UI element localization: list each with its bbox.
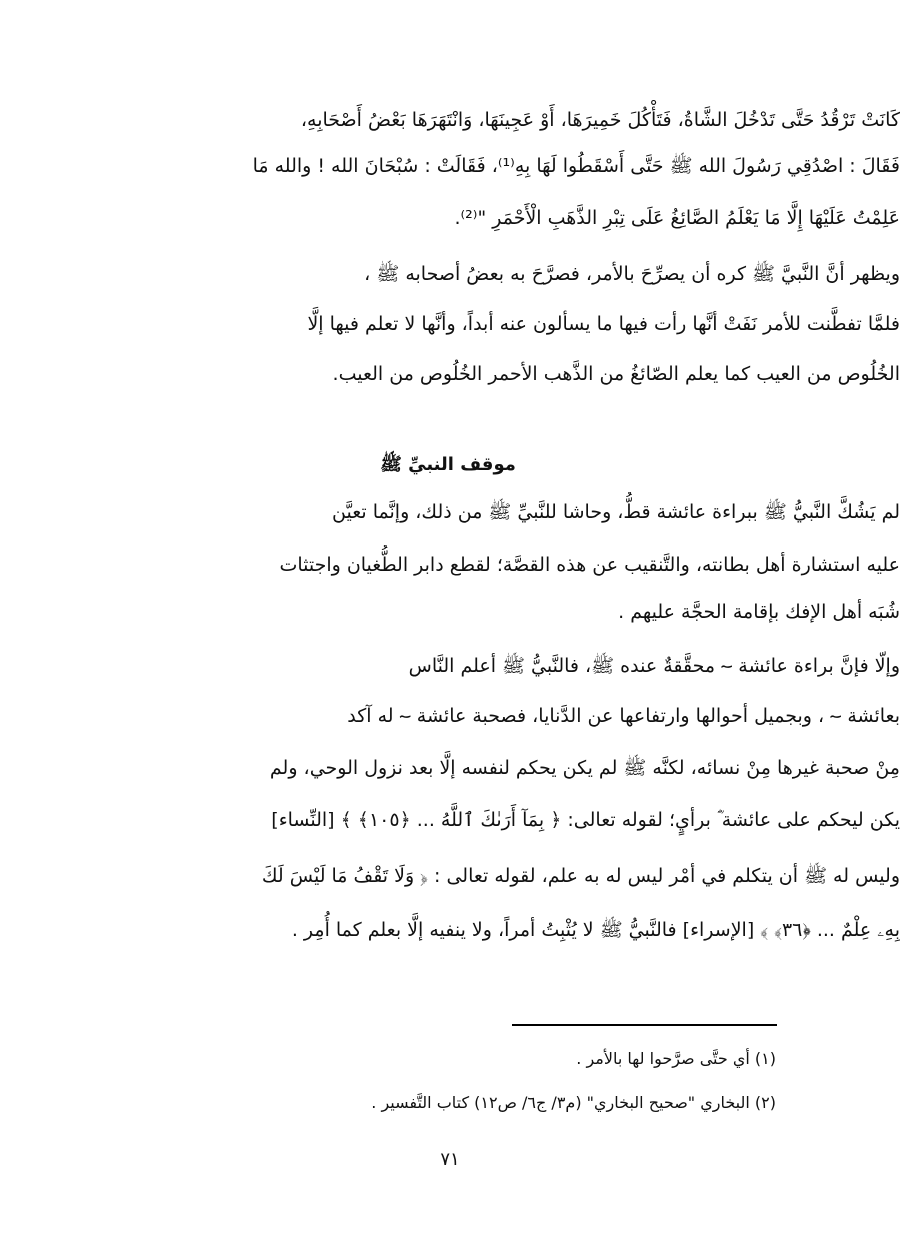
paragraph-2-line-3: الخُلُوص من العيب كما يعلم الصّائغُ من الذَّهب الأحمر الخُلُوص من العيب.	[332, 363, 900, 385]
paragraph-3-line-3: شُبَه أهل الإفك بإقامة الحجَّة عليهم .	[618, 601, 900, 623]
paragraph-4-line-3: مِنْ صحبة غيرها مِنْ نسائه، لكنَّه ﷺ لم يكن يحكم لنفسه إلَّا بعد نزول الوحي، ولم	[269, 757, 900, 779]
paragraph-3-line-1: لم يَشُكَّ النَّبيُّ ﷺ ببراءة عائشة قطُّ، وحاشا للنَّبيِّ ﷺ من ذلك، وإنَّما تعيَّن	[332, 501, 900, 523]
paragraph-1-line-1: كَانَتْ تَرْقُدُ حَتَّى تَدْخُلَ الشَّاةُ، فَتَأْكُلَ خَمِيرَهَا، أَوْ عَجِينَهَا، وَانْتَهَرَهَا بَعْضُ أَصْحَابِهِ،	[300, 109, 900, 131]
paragraph-2-line-1: ويظهر أنَّ النَّبيَّ ﷺ كره أن يصرِّحَ بالأمر، فصرَّحَ به بعضُ أصحابه ﷺ ،	[364, 263, 900, 285]
paragraph-3-line-2: عليه استشارة أهل بطانته، والتَّنقيب عن هذه القصَّة؛ لقطع دابر الطُّغيان واجتثات	[279, 554, 900, 576]
footnote-1: (١) أي حتَّى صرَّحوا لها بالأمر .	[576, 1049, 776, 1068]
footnote-divider	[512, 1024, 777, 1026]
paragraph-4-line-4: يكن ليحكم على عائشة ؓ برأيٍ؛ لقوله تعالى: ﴿ بِمَآ أَرَىٰكَ ٱللَّهُ ... ﴿١٠٥﴾ ﴾ [النِّساء]	[271, 809, 900, 831]
paragraph-2-line-2: فلمَّا تفطَّنت للأمر نَفَتْ أنَّها رأت فيها ما يسألون عنه أبداً، وأنَّها لا تعلم فيها إلَّا	[307, 313, 900, 335]
paragraph-1-line-2: فَقَالَ : اصْدُقِي رَسُولَ الله ﷺ حَتَّى أَسْقَطُوا لَهَا بِهِ⁽¹⁾، فَقَالَتْ : سُبْحَانَ الله ! والله مَا	[252, 155, 900, 177]
paragraph-4-line-1: وإلّا فإنَّ براءة عائشة ؅ محقَّقةٌ عنده ﷺ، فالنَّبيُّ ﷺ أعلم النَّاس	[408, 655, 900, 677]
paragraph-4-line-5: وليس له ﷺ أن يتكلم في أمْر ليس له به علم، لقوله تعالى : ﴿ وَلَا تَقْفُ مَا لَيْسَ لَكَ	[261, 865, 900, 887]
paragraph-4-line-2: بعائشة ؅ ، وبجميل أحوالها وارتفاعها عن الدَّنايا، فصحبة عائشة ؅ له آكد	[347, 705, 900, 727]
paragraph-4-line-6: بِهِۦ عِلْمٌ ... ﴿٣٦﴾ ﴾ [الإسراء] فالنَّبيُّ ﷺ لا يُثْبِتُ أمراً، ولا ينفيه إلَّا بعلم كما أُمِر .	[291, 919, 900, 941]
footnote-2: (٢) البخاري "صحيح البخاري" (م٣/ ج٦/ ص١٢) كتاب التَّفسير .	[371, 1093, 776, 1112]
paragraph-1-line-3: عَلِمْتُ عَلَيْهَا إِلَّا مَا يَعْلَمُ الصَّائِغُ عَلَى تِبْرِ الذَّهَبِ الْأَحْمَرِ "⁽²⁾.	[454, 207, 900, 229]
page-number: ٧١	[440, 1149, 460, 1170]
section-heading: موقف النبيِّ ﷺ	[380, 454, 516, 475]
